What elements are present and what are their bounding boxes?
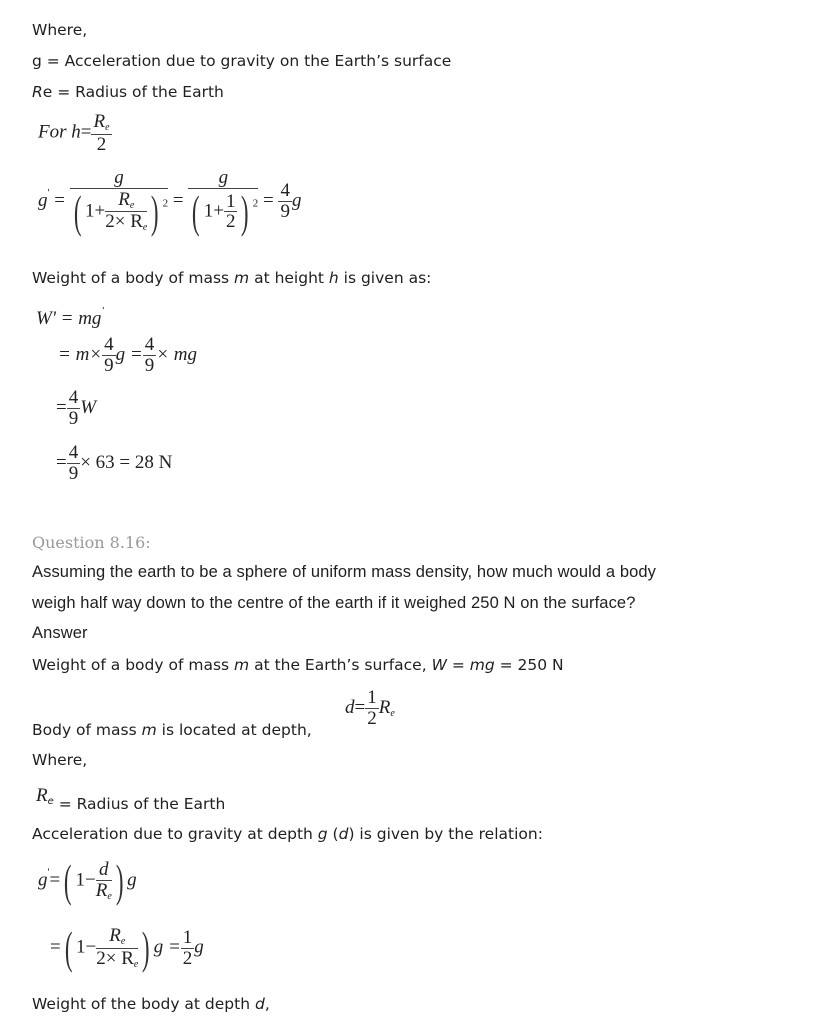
- denominator: 2: [225, 211, 236, 233]
- text: = 250 N: [494, 656, 564, 674]
- h-var: h: [71, 121, 81, 143]
- g-var: g: [317, 825, 328, 843]
- fraction-2: [188, 168, 258, 235]
- weight-height-text: [32, 268, 431, 288]
- text: = m×: [58, 343, 103, 365]
- depth-equation: [345, 688, 395, 729]
- equals: =: [446, 656, 470, 674]
- numerator: g: [188, 168, 258, 189]
- equals: =: [263, 189, 274, 211]
- answer-label: Answer: [32, 624, 88, 642]
- question-text-line-2: weigh half way down to the centre of the earth if it weighed 250 N on the surface?: [32, 594, 636, 612]
- denominator: ( 1+ $\frac{R_e}{2\times R_e}$ ) $^2$: [73, 185, 169, 237]
- denominator: 9: [68, 462, 79, 484]
- d-var: d: [254, 995, 265, 1013]
- equation-line-3: [56, 388, 96, 429]
- text: g =: [115, 343, 143, 365]
- fraction-4-9: [278, 181, 292, 222]
- numerator: 4: [68, 387, 79, 408]
- denominator: 9: [104, 354, 114, 376]
- equals: =: [80, 121, 92, 143]
- m-var: m: [234, 656, 250, 674]
- fraction: [67, 443, 81, 484]
- denominator: ( 1+ $\frac{1}{2}$ ) $^2$: [192, 185, 259, 237]
- numerator: 1: [225, 190, 236, 212]
- for-h-equation: [38, 112, 112, 154]
- inner-fraction: [224, 192, 238, 233]
- numerator: 4: [280, 180, 290, 202]
- g-var: g: [38, 869, 48, 891]
- subscript: e: [133, 958, 139, 970]
- w-prime-equation: [36, 305, 104, 330]
- g-depth-equation-1: g'=( 1− $\frac{d}{R_e}$ ) g: [38, 855, 137, 906]
- text: is given as:: [338, 269, 432, 287]
- fraction: [365, 688, 379, 729]
- w-var: W: [431, 656, 447, 674]
- denominator: 9: [144, 354, 155, 376]
- g-prime-equation: [38, 168, 301, 235]
- w-var: W: [80, 396, 97, 418]
- subscript: e: [105, 122, 110, 133]
- one-plus: 1+: [85, 200, 106, 222]
- r-var: R: [36, 785, 48, 806]
- weight-depth-text: [32, 994, 270, 1014]
- numerator: R: [118, 188, 130, 210]
- subscript: e: [107, 890, 112, 902]
- fraction: [143, 335, 157, 376]
- text: g =: [153, 936, 181, 958]
- g-var: g: [291, 189, 302, 211]
- equation-line-2: [58, 335, 197, 376]
- denominator: R: [95, 879, 108, 901]
- fraction-re-over-2: [91, 112, 111, 154]
- re-definition-text: e = Radius of the Earth: [42, 83, 224, 101]
- numerator: 4: [104, 334, 114, 355]
- question-text-line-1: Assuming the earth to be a sphere of uniform mass density, how much would a body: [32, 563, 657, 581]
- text: = Radius of the Earth: [58, 795, 226, 813]
- text: at the Earth’s surface,: [249, 656, 432, 674]
- denominator: 2× R: [96, 947, 134, 969]
- fraction: [96, 860, 112, 902]
- text: is located at depth,: [156, 721, 312, 739]
- text: ) is given by the relation:: [348, 825, 543, 843]
- for-label: For: [38, 121, 67, 143]
- denominator: 9: [68, 407, 79, 429]
- denominator: 9: [280, 200, 290, 222]
- numerator: 4: [144, 334, 155, 355]
- equation-line-4: [56, 443, 172, 484]
- g-var: g: [194, 936, 204, 958]
- prime-mark: ': [47, 186, 50, 199]
- fraction: [96, 926, 138, 970]
- re-definition: [32, 82, 224, 102]
- subscript: e: [47, 796, 54, 807]
- subscript: e: [390, 707, 395, 719]
- equals: =: [50, 936, 61, 958]
- numerator: 1: [182, 926, 193, 948]
- question-title: Question 8.16:: [32, 533, 151, 552]
- denominator: 2: [182, 947, 193, 969]
- equals: =: [56, 396, 67, 418]
- text: Weight of a body of mass: [32, 656, 235, 674]
- one-minus: 1−: [76, 936, 97, 958]
- h-var: h: [328, 269, 339, 287]
- mg-var: mg: [469, 656, 495, 674]
- prime-mark: ': [101, 305, 104, 317]
- text: Weight of the body at depth: [32, 995, 255, 1013]
- one-minus: 1−: [75, 869, 96, 891]
- numerator: 1: [367, 687, 377, 708]
- text: Weight of a body of mass: [32, 269, 235, 287]
- surface-weight-text: [32, 655, 564, 675]
- g-var: g: [127, 869, 137, 891]
- numerator: d: [96, 860, 112, 881]
- depth-text: [32, 720, 312, 740]
- d-var: d: [338, 825, 349, 843]
- fraction: [102, 335, 116, 376]
- text: at height: [249, 269, 329, 287]
- m-var: m: [234, 269, 250, 287]
- g-prime-lhs: g: [38, 189, 48, 211]
- numerator: 4: [68, 442, 79, 463]
- accel-depth-text: [32, 824, 543, 844]
- fraction: [67, 388, 81, 429]
- equation-text: W' = mg: [36, 308, 102, 329]
- subscript: e: [142, 222, 148, 234]
- equals: =: [49, 869, 61, 891]
- text: Acceleration due to gravity at depth: [32, 825, 318, 843]
- exponent: 2: [252, 197, 259, 210]
- re-symbol: R: [32, 83, 43, 101]
- numerator: R: [109, 925, 121, 946]
- m-var: m: [141, 721, 157, 739]
- g-depth-equation-2: =( 1− $\frac{R_e}{2\times R_e}$ ) g = $\frac{1}{2}$ g: [50, 922, 204, 973]
- text: (: [327, 825, 339, 843]
- d-var: d: [345, 696, 355, 718]
- result: × 63 = 28 N: [80, 451, 173, 473]
- numerator: R: [93, 111, 106, 132]
- subscript: e: [120, 936, 126, 947]
- text: ,: [264, 995, 270, 1013]
- equals: =: [54, 189, 65, 211]
- equals: =: [172, 189, 184, 211]
- text: Body of mass: [32, 721, 142, 739]
- fraction-1: [70, 168, 168, 235]
- subscript: e: [129, 199, 135, 211]
- equals: =: [56, 451, 67, 473]
- numerator: g: [70, 168, 168, 189]
- where-label-2: Where,: [32, 751, 88, 769]
- denominator: 2: [367, 707, 377, 729]
- fraction-1-2: [181, 928, 195, 969]
- exponent: 2: [162, 197, 169, 210]
- g-definition: g = Acceleration due to gravity on the Earth’s surface: [32, 52, 452, 70]
- denominator: 2: [96, 133, 107, 155]
- one-plus: 1+: [203, 200, 224, 222]
- re-definition-2: [36, 785, 226, 820]
- equals: =: [354, 696, 366, 718]
- r-var: R: [378, 696, 391, 718]
- denominator: 2× R: [105, 211, 143, 233]
- where-label: Where,: [32, 21, 88, 39]
- text: × mg: [156, 343, 197, 365]
- prime-mark: ': [47, 866, 50, 879]
- inner-fraction: [105, 190, 147, 234]
